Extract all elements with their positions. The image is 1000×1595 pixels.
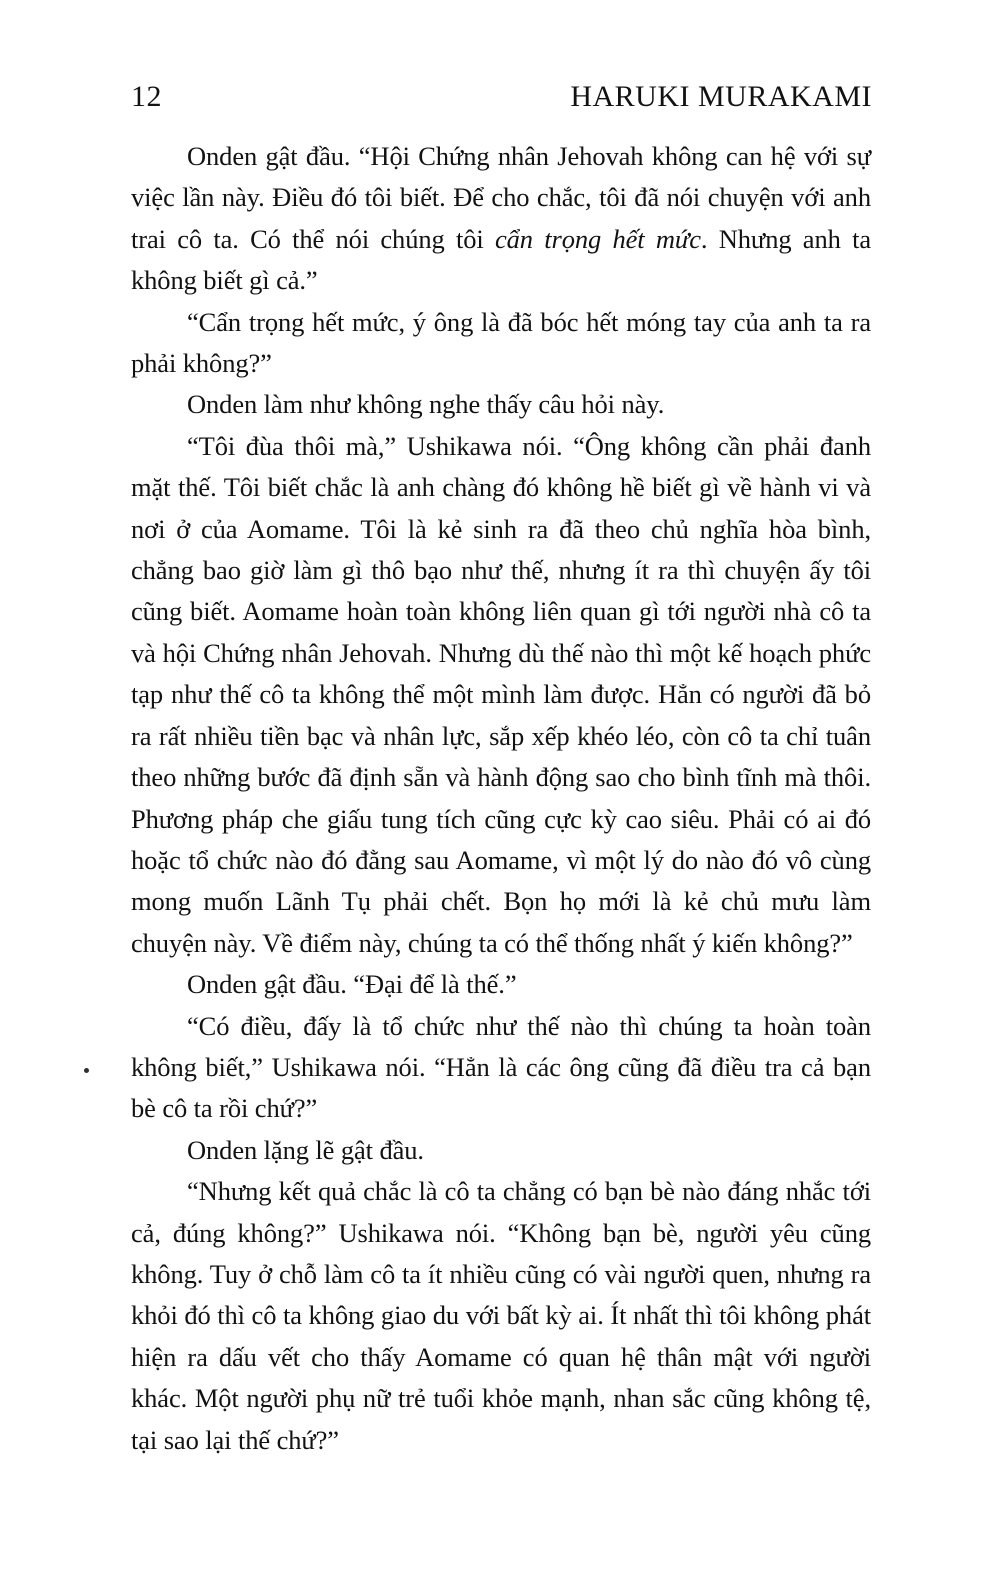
paragraph-6: “Có điều, đấy là tổ chức như thế nào thì chúng ta hoàn toàn không biết,” Ushikawa nói. “Hẳn là các ông cũng đã điều tra cả bạn bè cô ta rồi chứ?” [131,1010,871,1124]
margin-speck [84,1068,89,1073]
paragraph-2: “Cẩn trọng hết mức, ý ông là đã bóc hết móng tay của anh ta ra phải không?” [131,306,871,379]
running-header [131,82,872,112]
running-head-author: HARUKI MURAKAMI [570,80,872,113]
body-text [131,136,871,1461]
paragraph-5: Onden gật đầu. “Đại để là thế.” [187,969,517,1000]
paragraph-3: Onden làm như không nghe thấy câu hỏi này. [187,389,665,420]
page-number: 12 [131,80,162,113]
italic-phrase: cẩn trọng hết mức [494,223,701,254]
paragraph-1 [131,136,871,302]
paragraph-8: “Nhưng kết quả chắc là cô ta chẳng có bạn bè nào đáng nhắc tới cả, đúng không?” Ushikawa nói. “Không bạn bè, người yêu cũng không. Tuy ở chỗ làm cô ta ít nhiều cũng có vài người quen, nhưng ra khỏi đó thì cô ta không giao du với bất kỳ ai. Ít nhất thì tôi không phát hiện ra dấu vết cho thấy Aomame có quan hệ thân mật với người khác. Một người phụ nữ trẻ tuổi khỏe mạnh, nhan sắc cũng không tệ, tại sao lại thế chứ?” [131,1176,871,1455]
paragraph-7: Onden lặng lẽ gật đầu. [187,1134,424,1165]
paragraph-4: “Tôi đùa thôi mà,” Ushikawa nói. “Ông không cần phải đanh mặt thế. Tôi biết chắc là anh chàng đó không hề biết gì về hành vi và nơi ở của Aomame. Tôi là kẻ sinh ra đã theo chủ nghĩa hòa bình, chẳng bao giờ làm gì thô bạo như thế, nhưng ít ra thì chuyện ấy tôi cũng biết. Aomame hoàn toàn không liên quan gì tới người nhà cô ta và hội Chứng nhân Jehovah. Nhưng dù thế nào thì một kế hoạch phức tạp như thế cô ta không thể một mình làm được. Hẳn có người đã bỏ ra rất nhiều tiền bạc và nhân lực, sắp xếp khéo léo, còn cô ta chỉ tuân theo những bước đã định sẵn và hành động sao cho bình tĩnh mà thôi. Phương pháp che giấu tung tích cũng cực kỳ cao siêu. Phải có ai đó hoặc tổ chức nào đó đằng sau Aomame, vì một lý do nào đó vô cùng mong muốn Lãnh Tụ phải chết. Bọn họ mới là kẻ chủ mưu làm chuyện này. Về điểm này, chúng ta có thể thống nhất ý kiến không?” [131,430,871,958]
paragraph-text: . Nhưng anh ta không biết gì cả.” [131,223,871,296]
paragraph-text: Onden gật đầu. “Hội Chứng nhân Jehovah không can hệ với sự việc lần này. Điều đó tôi biết. Để cho chắc, tôi đã nói chuyện với anh trai cô ta. Có thể nói chúng tôi [131,141,871,254]
